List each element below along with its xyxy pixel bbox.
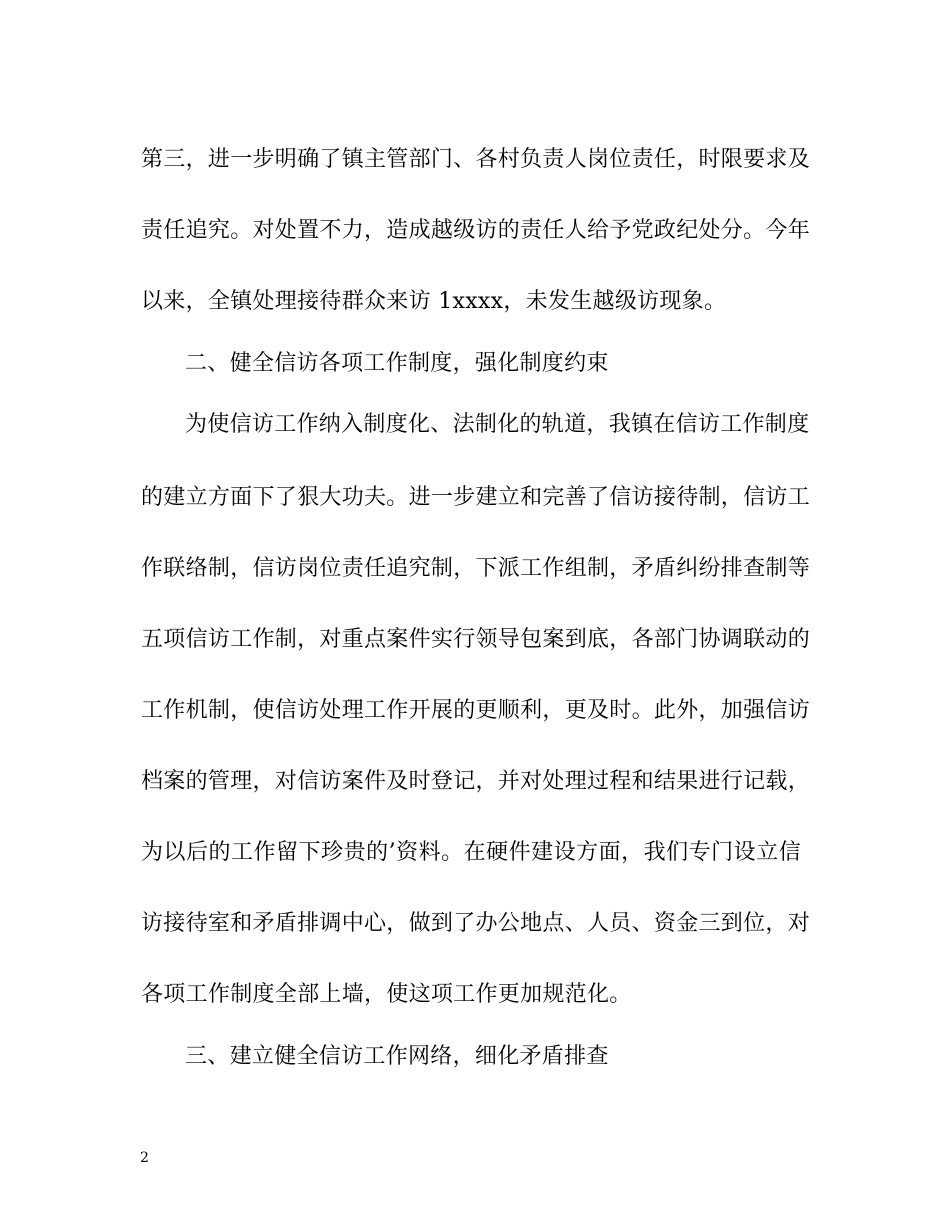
body-text-line: 以来，全镇处理接待群众来访 1xxxx，未发生越级访现象。 — [141, 289, 727, 314]
body-text-line: 的建立方面下了狠大功夫。进一步建立和完善了信访接待制，信访工 — [141, 485, 811, 510]
page-number: 2 — [140, 1150, 149, 1166]
body-text-line: 为以后的工作留下珍贵的’资料。在硬件建设方面，我们专门设立信 — [141, 840, 801, 865]
body-text-line: 责任追究。对处置不力，造成越级访的责任人给予党政纪处分。今年 — [141, 218, 811, 243]
body-text-line: 五项信访工作制，对重点案件实行领导包案到底，各部门协调联动的 — [141, 627, 811, 652]
body-text-line: 访接待室和矛盾排调中心，做到了办公地点、人员、资金三到位，对 — [141, 911, 811, 936]
body-text-line: 第三，进一步明确了镇主管部门、各村负责人岗位责任，时限要求及 — [141, 147, 811, 172]
body-text-line: 各项工作制度全部上墙，使这项工作更加规范化。 — [141, 982, 632, 1007]
body-text-line: 作联络制，信访岗位责任追究制，下派工作组制，矛盾纠纷排查制等 — [141, 556, 811, 581]
body-text-line: 工作机制，使信访处理工作开展的更顺利，更及时。此外，加强信访 — [141, 698, 811, 723]
section-heading: 三、建立健全信访工作网络，细化矛盾排查 — [185, 1044, 609, 1069]
body-text-line: 档案的管理，对信访案件及时登记，并对处理过程和结果进行记载， — [141, 769, 811, 794]
section-heading: 二、健全信访各项工作制度，强化制度约束 — [185, 351, 609, 376]
body-text-line: 为使信访工作纳入制度化、法制化的轨道，我镇在信访工作制度 — [185, 412, 810, 437]
